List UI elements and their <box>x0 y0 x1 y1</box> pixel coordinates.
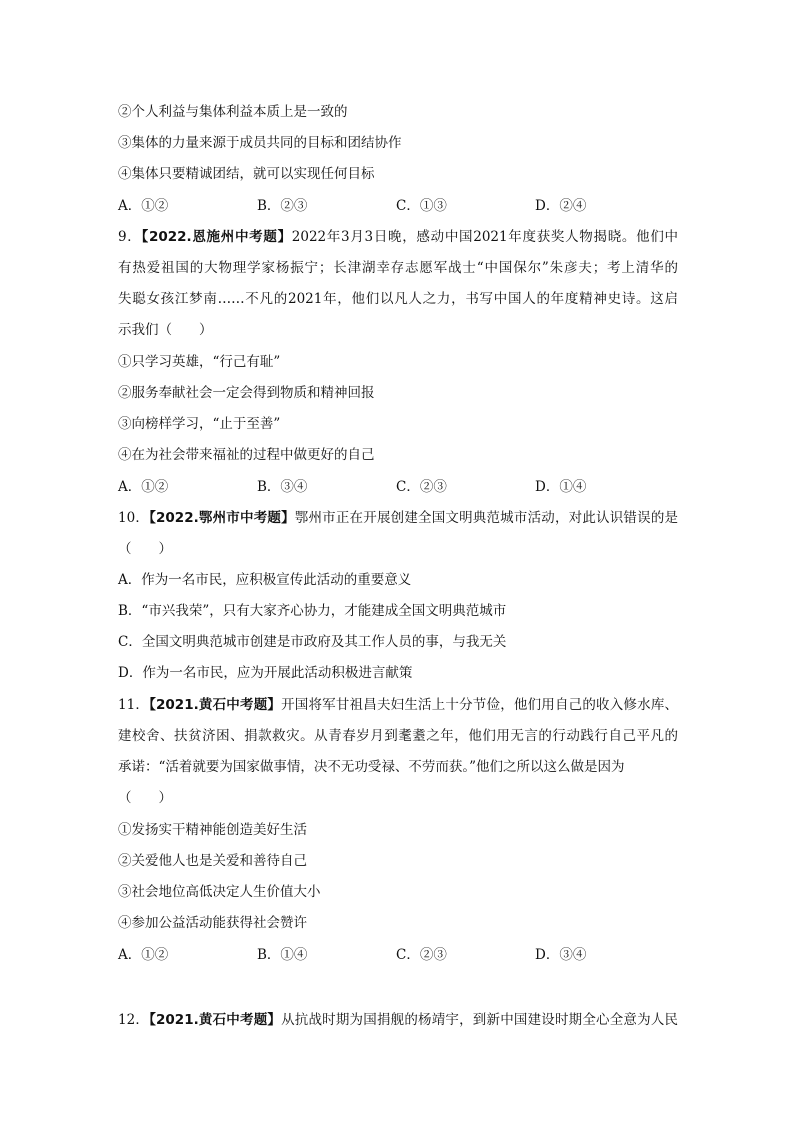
q10-choice-d: D．作为一名市民，应为开展此活动积极进言献策 <box>118 665 413 681</box>
q12-stem-line-1 <box>118 1011 678 1029</box>
q9-item-2: ②服务奉献社会一定会得到物质和精神回报 <box>118 385 375 401</box>
q11-stem-line-4: （ ） <box>118 790 172 806</box>
q10-choice-a: A．作为一名市民，应积极宣传此活动的重要意义 <box>118 572 412 588</box>
q9-option-b: B．③④ <box>257 479 308 495</box>
q9-source: 【2022.恩施州中考题】 <box>141 229 292 245</box>
q10-text-1: 鄂州市正在开展创建全国文明典范城市活动，对此认识错误的是 <box>294 510 679 526</box>
q8-option-c: C．①③ <box>396 198 447 214</box>
q9-stem-line-1 <box>118 228 678 246</box>
q11-item-4: ④参加公益活动能获得社会赞许 <box>118 915 307 931</box>
q12-number: 12． <box>118 1012 150 1028</box>
q9-option-d: D．①④ <box>535 479 587 495</box>
q10-number: 10． <box>118 510 150 526</box>
q11-stem-line-2: 建校舍、扶贫济困、捐款救灾。从青春岁月到耄耋之年，他们用无言的行动践行自己平凡的 <box>118 728 678 744</box>
q9-stem-line-2: 有热爱祖国的大物理学家杨振宁；长津湖幸存志愿军战士“中国保尔”朱彦夫；考上清华的 <box>118 260 678 276</box>
q8-option-d: D．②④ <box>535 198 587 214</box>
q11-source: 【2021.黄石中考题】 <box>149 697 282 713</box>
q10-source: 【2022.鄂州市中考题】 <box>149 510 295 526</box>
q8-options <box>118 197 678 215</box>
q11-text-1: 开国将军甘祖昌夫妇生活上十分节俭，他们用自己的收入修水库、 <box>281 697 679 713</box>
q9-item-1: ①只学习英雄，“行己有耻” <box>118 354 281 370</box>
q11-option-b: B．①④ <box>257 947 308 963</box>
q11-item-2: ②关爱他人也是关爱和善待自己 <box>118 853 307 869</box>
q9-option-c: C．②③ <box>396 479 447 495</box>
q11-item-3: ③社会地位高低决定人生价值大小 <box>118 884 321 900</box>
q11-number: 11． <box>118 697 150 713</box>
q10-choice-c: C．全国文明典范城市创建是市政府及其工作人员的事，与我无关 <box>118 634 507 650</box>
q9-option-a: A．①② <box>118 479 169 495</box>
q10-choice-b: B．“市兴我荣”，只有大家齐心协力，才能建成全国文明典范城市 <box>118 603 507 619</box>
q9-text-1: 2022年3月3日晚，感动中国2021年度获奖人物揭晓。他们中 <box>291 229 679 245</box>
q11-stem-line-1 <box>118 696 678 714</box>
q11-option-a: A．①② <box>118 947 169 963</box>
q9-stem-line-3: 失聪女孩江梦南……不凡的2021年，他们以凡人之力，书写中国人的年度精神史诗。这启 <box>118 291 678 307</box>
q9-number: 9． <box>118 229 142 245</box>
q8-item-3: ③集体的力量来源于成员共同的目标和团结协作 <box>118 135 402 151</box>
q11-option-d: D．③④ <box>535 947 587 963</box>
q10-stem-line-1 <box>118 509 678 527</box>
q11-option-c: C．②③ <box>396 947 447 963</box>
q12-text-1: 从抗战时期为国捐舰的杨靖宇，到新中国建设时期全心全意为人民 <box>281 1012 679 1028</box>
q8-option-b: B．②③ <box>257 198 308 214</box>
q9-stem-line-4: 示我们（ ） <box>118 322 213 338</box>
q8-option-a: A．①② <box>118 198 169 214</box>
q8-item-2: ②个人利益与集体利益本质上是一致的 <box>118 104 348 120</box>
q9-item-4: ④在为社会带来福祉的过程中做更好的自己 <box>118 447 375 463</box>
q9-item-3: ③向榜样学习，“止于至善” <box>118 416 281 432</box>
q11-options <box>118 946 678 964</box>
q8-item-4: ④集体只要精诚团结，就可以实现任何目标 <box>118 166 375 182</box>
q11-stem-line-3: 承诺：“活着就要为国家做事情，决不无功受禄、不劳而获。”他们之所以这么做是因为 <box>118 759 625 775</box>
q9-options <box>118 478 678 496</box>
q10-stem-line-2: （ ） <box>118 541 172 557</box>
q11-item-1: ①发扬实干精神能创造美好生活 <box>118 822 307 838</box>
q12-source: 【2021.黄石中考题】 <box>149 1012 282 1028</box>
